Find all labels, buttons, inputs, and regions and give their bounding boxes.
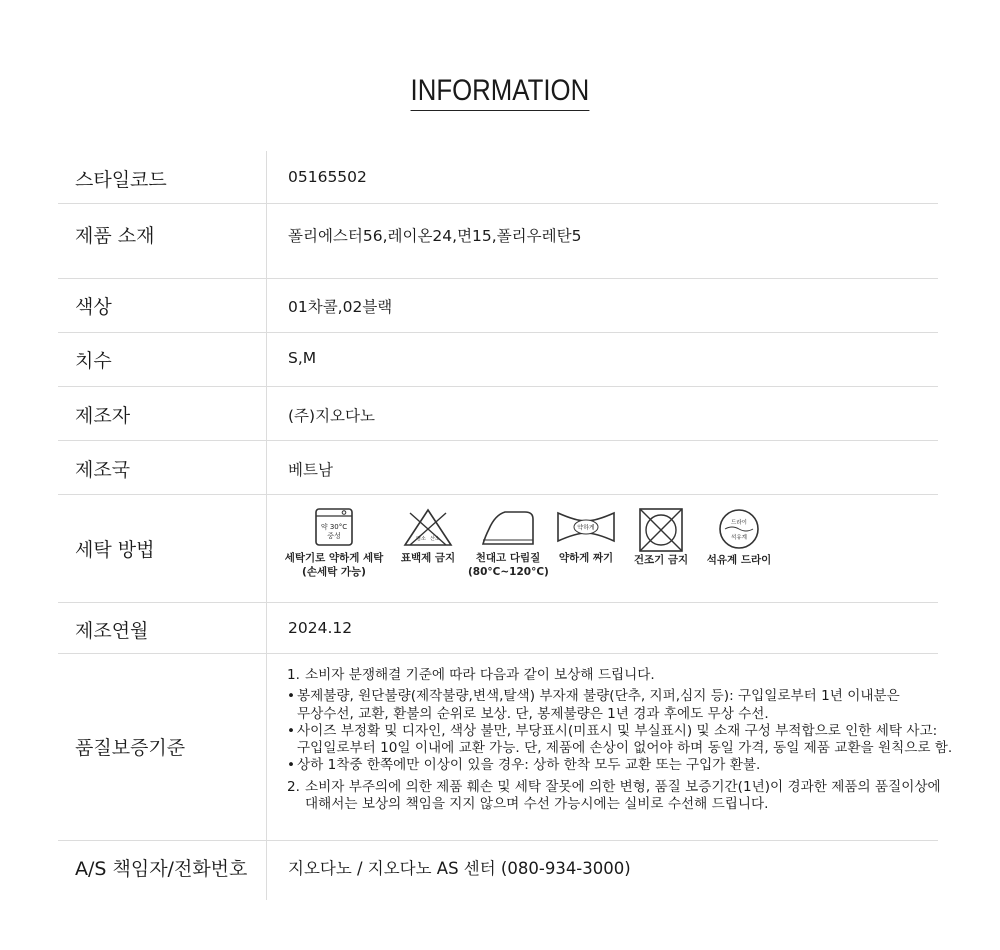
washing-item-wring <box>554 507 618 565</box>
quality-item-2 <box>287 778 941 796</box>
bullet-mark: • <box>287 757 296 774</box>
row-material <box>58 204 938 279</box>
row-size <box>58 333 938 387</box>
washing-item-machine <box>284 507 384 579</box>
label-washing: 세탁 방법 <box>75 539 155 561</box>
bullet-mark: • <box>287 722 296 739</box>
label-date: 제조연월 <box>75 620 149 642</box>
product-info-table <box>58 151 953 903</box>
dry-clean-icon <box>717 507 761 551</box>
row-maker <box>58 387 938 441</box>
item-text: 대해서는 보상의 책임을 지지 않으며 수선 가능시에는 실비로 수선해 드립니다. <box>305 796 769 813</box>
washing-item-dryer <box>628 507 694 567</box>
row-country <box>58 441 938 495</box>
no-tumble-dry-icon <box>638 507 684 553</box>
value-color: 01차콜,02블랙 <box>288 298 393 316</box>
washing-item-dryclean <box>702 507 776 567</box>
item-text: 소비자 분쟁해결 기준에 따라 다음과 같이 보상해 드립니다. <box>305 667 655 683</box>
row-color <box>58 279 938 333</box>
item-number: 1. <box>287 667 300 683</box>
caption-line: 천대고 다림질 <box>475 552 541 564</box>
no-bleach-caption <box>396 551 460 565</box>
row-quality <box>58 654 953 841</box>
label-material: 제품 소재 <box>75 225 155 247</box>
row-date <box>58 603 938 654</box>
item-number: 2. <box>287 778 300 795</box>
quality-bullet-1 <box>287 688 937 705</box>
row-as <box>58 841 938 903</box>
quality-standard-text <box>287 667 953 813</box>
value-material: 폴리에스터56,레이온24,면15,폴리우레탄5 <box>288 227 582 245</box>
section-title <box>0 72 1000 111</box>
gentle-wring-caption <box>554 551 618 565</box>
bullet-line: 사이즈 부정확 및 디자인, 색상 불만, 부당표시(미표시 및 부실표시) 및 소재 구성 부적합으로 인한 세탁 사고: <box>297 722 938 739</box>
label-as: A/S 책임자/전화번호 <box>75 858 248 880</box>
label-size: 치수 <box>75 350 112 372</box>
bleach-chlorine: 염소 <box>416 536 426 542</box>
no-bleach-icon <box>402 507 454 547</box>
label-quality: 품질보증기준 <box>75 737 186 759</box>
value-as: 지오다노 / 지오다노 AS 센터 (080-934-3000) <box>288 859 631 878</box>
row-style-code <box>58 151 938 204</box>
caption-line: (80°C~120°C) <box>468 566 549 578</box>
washing-item-iron <box>468 507 548 579</box>
caption-line: 표백제 금지 <box>400 552 456 564</box>
bullet-mark: • <box>287 688 296 705</box>
quality-bullet-2 <box>287 723 937 740</box>
quality-item-1 <box>287 667 937 684</box>
bullet-line: 무상수선, 교환, 환불의 순위로 보상. 단, 봉제불량은 1년 경과 후에도 무상 수선. <box>297 705 769 722</box>
washing-item-bleach <box>396 507 460 565</box>
machine-wash-caption <box>284 551 384 579</box>
information-heading: INFORMATION <box>411 72 590 111</box>
bullet-line: 봉제불량, 원단불량(제작불량,변색,탈색) 부자재 불량(단추, 지퍼,심지 등): 구입일로부터 1년 이내분은 <box>297 688 900 705</box>
label-maker: 제조자 <box>75 405 131 427</box>
quality-item-2-cont <box>287 796 937 813</box>
no-tumble-dry-caption <box>628 553 694 567</box>
washing-icons <box>284 507 784 599</box>
dryclean-petroleum: 석유계 <box>731 535 747 541</box>
item-text: 소비자 부주의에 의한 제품 훼손 및 세탁 잘못에 의한 변형, 품질 보증기간(1년)이 경과한 제품의 품질이상에 <box>305 778 941 795</box>
machine-wash-icon <box>314 507 354 547</box>
label-country: 제조국 <box>75 459 131 481</box>
bleach-oxygen: 산소 <box>430 536 440 542</box>
value-date: 2024.12 <box>288 619 353 637</box>
quality-bullet-2-cont <box>287 740 953 757</box>
caption-line: 건조기 금지 <box>633 554 689 566</box>
caption-line: 세탁기로 약하게 세탁 <box>284 552 384 564</box>
machine-wash-temp: 약 30°C <box>320 523 348 531</box>
value-size: S,M <box>288 349 317 367</box>
wring-gentle: 약하게 <box>577 524 595 532</box>
value-style-code: 05165502 <box>288 168 367 186</box>
iron-icon <box>479 507 537 547</box>
iron-caption <box>468 551 548 579</box>
label-color: 색상 <box>75 296 112 318</box>
bullet-line: 구입일로부터 10일 이내에 교환 가능. 단, 제품에 손상이 없어야 하며 동일 가격, 동일 제품 교환을 원칙으로 함. <box>297 740 953 757</box>
caption-line: (손세탁 가능) <box>302 566 366 578</box>
quality-bullet-3 <box>287 757 937 774</box>
value-maker: (주)지오다노 <box>288 407 375 425</box>
quality-bullet-1-cont <box>287 706 937 723</box>
value-country: 베트남 <box>288 461 333 479</box>
machine-wash-neutral: 중성 <box>327 532 341 540</box>
dry-clean-caption <box>702 553 776 567</box>
bullet-line: 상하 1착중 한쪽에만 이상이 있을 경우: 상하 한착 모두 교환 또는 구입가 환불. <box>297 757 761 774</box>
gentle-wring-icon <box>556 507 616 547</box>
row-washing <box>58 495 938 603</box>
label-style-code: 스타일코드 <box>75 169 167 191</box>
dryclean-dry: 드라이 <box>731 520 747 526</box>
caption-line: 석유계 드라이 <box>706 554 772 566</box>
caption-line: 약하게 짜기 <box>558 552 614 564</box>
